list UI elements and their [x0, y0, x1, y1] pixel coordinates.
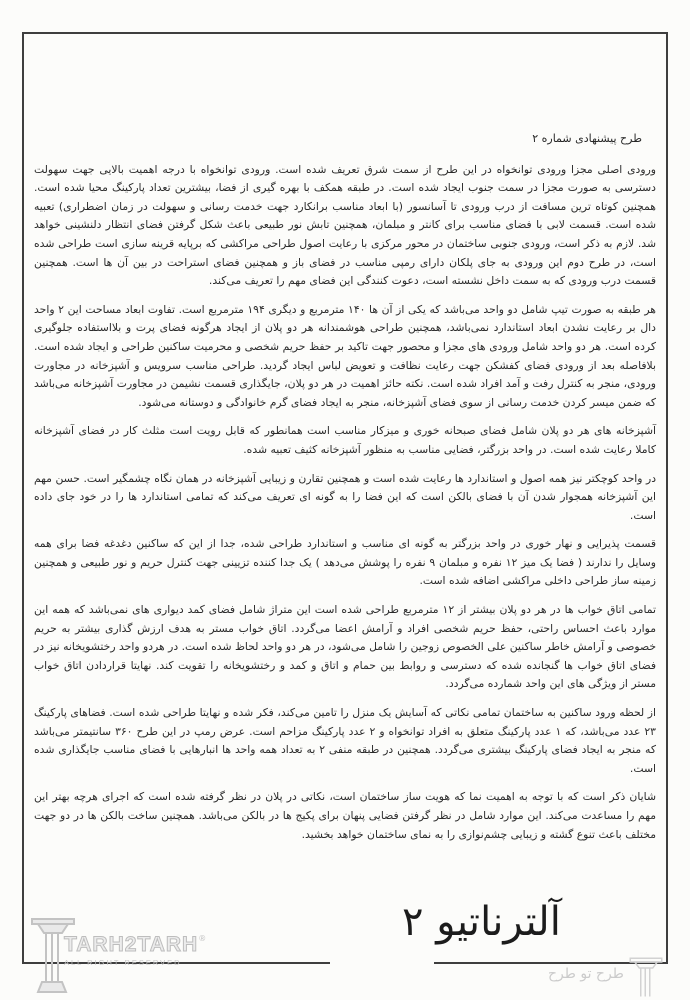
- watermark: [548, 956, 664, 998]
- body-paragraph: آشپزخانه های هر دو پلان شامل فضای صبحانه خوری و میزکار مناسب است همانطور که قابل رویت است مثلث کار در فضای آشپزخانه کاملا رعایت شده است. در واحد بزرگتر، فضایی مناسب به منظور آشپزخانه کثیف تعبیه شده.: [34, 424, 656, 456]
- body-paragraph: هر طبقه به صورت تیپ شامل دو واحد می‌باشد که یکی از آن ها ۱۴۰ مترمربع و دیگری ۱۹۴ مترمربع است. تفاوت ابعاد مساحت این ۲ واحد دال بر رعایت نشدن ابعاد استاندارد نمی‌باشد، همچنین طراحی هوشمندانه هر دو پلان از ایجاد هرگونه فضای پرت و بلااستفاده جلوگیری کرده است. هر دو واحد شامل ورودی های مجزا و محصور جهت تاکید بر حفظ حریم شخصی و محرمیت ساکنین طراحی و ایجاد شده است. بلافاصله بعد از ورودی فضای کفشکن جهت رعایت نظافت و تعویض لباس ایجاد گردید. طراحی مناسب سرویس و آشپزخانه در مجاورت ورودی، منجر به کنترل رفت و آمد افراد شده است. نکته حائز اهمیت در هر دو پلان، جایگذاری قسمت نشیمن در مجاورت آشپزخانه می‌باشد که ضمن میسر کردن خدمت رسانی از سوی فضای آشپزخانه، منجر به ایجاد فضای گرم خانوادگی و دوستانه می‌شود.: [34, 302, 656, 409]
- tarh2tarh-logo: [30, 916, 206, 996]
- watermark-column-icon: [628, 956, 664, 998]
- body-paragraph: ورودی اصلی مجزا ورودی توانخواه در این طرح از سمت شرق تعریف شده است. ورودی توانخواه با درجه اهمیت بالایی جهت سهولت دسترسی به صورت مجزا در سمت جنوب ایجاد شده است. در طبقه همکف با بهره گیری از فضا، بیشترین تعداد پارکینگ محیا شده است. همچنین کوتاه ترین مسافت از درب ورودی تا آسانسور (با ابعاد مناسب برانکارد جهت خدمت رسانی و سهولت در زمان اضطراری) تعبیه شده است. قسمت لابی با فضای مناسب برای کانتر و مبلمان، همچنین تابش نور طبیعی باعث شکل گرفتن فضای انتظار دلنشینی خواهد شد. لازم به ذکر است، ورودی جنوبی ساختمان در محور مرکزی با رعایت اصول طراحی مراکشی که برپایه قرینه سازی است طراحی شده است، در طرح دوم این ورودی به جای پلکان دارای رمپی مناسب در فضای باز و همچنین فضای استراحت در بین آن ها است. همچنین قسمت درب ورودی که به سمت داخل نشسته است، دعوت کنندگی این فضای مهم را تعریف می‌کند.: [34, 162, 656, 288]
- alternative-caption: آلترناتیو ۲: [402, 899, 561, 945]
- body-paragraph: از لحظه ورود ساکنین به ساختمان تمامی نکاتی که آسایش یک منزل را تامین می‌کند، فکر شده و نهایتا طراحی شده است. فضاهای پارکینگ ۲۳ عدد می‌باشد، که ۱ عدد پارکینگ متعلق به افراد توانخواه و ۲ عدد پارکینگ مزاحم است. عرض رمپ در این طرح ۳۶۰ سانتیمتر می‌باشد که منجر به ایجاد فضای پارکینگ بیشتری می‌گردد. همچنین در طبقه منفی ۲ به تعداد همه واحد ها انبارهایی با فضای مناسب جایگذاری شده است.: [34, 706, 656, 775]
- registered-mark-icon: ®: [198, 934, 207, 943]
- logo-tagline: ALL RIGHT RESERVED: [64, 958, 182, 967]
- body-paragraph: در واحد کوچکتر نیز همه اصول و استاندارد ها رعایت شده است و همچنین تقارن و زیبایی آشپزخانه در همان نگاه چشمگیر است. حسن مهم این آشپزخانه همجوار شدن آن با فضای بالکن است که این فضا را به گونه ای تعریف می‌کند که تمامی استاندارد ها را در خود جای داده است.: [34, 471, 656, 522]
- logo-text-block: [64, 934, 206, 967]
- body-paragraph: تمامی اتاق خواب ها در هر دو پلان بیشتر از ۱۲ مترمربع طراحی شده است این متراژ شامل فضای کمد دیواری های نمی‌باشد که همه این موارد باعث احساس راحتی، حفظ حریم شخصی افراد و آرامش اعضا می‌گردد. اتاق خواب مستر به هدف ارزش گذاری بیشتر به حریم خصوصی و آرامش خاطر ساکنین علی الخصوص زوجین را شامل می‌شود، در هر دو واحد لحاظ شده است. در هردو واحد رختشویخانه نیز در فضای اتاق خواب ها گنجانده شده که دسترسی و روابط بین حمام و اتاق و کمد و رختشویخانه را تقویت کند. نهایتا قراردادن اتاق خواب مستر از ویژگی های این واحد شمارده می‌گردد.: [34, 603, 656, 691]
- document-title: طرح پیشنهادی شماره ۲: [532, 132, 642, 145]
- body-paragraph: شایان ذکر است که با توجه به اهمیت نما که هویت ساز ساختمان است، نکاتی در پلان در نظر گرفته شده است که اجرای هرچه بهتر این مهم را مساعدت می‌کند. این موارد شامل در نظر گرفتن فضایی پنهان برای پکیج ها در بالکن می‌باشد. همچنین ساخت بالکن ها در دو جهت مختلف باعث تنوع گشته و زیبایی چشم‌نوازی را به نمای ساختمان خواهد بخشید.: [34, 790, 656, 841]
- body-paragraph: قسمت پذیرایی و نهار خوری در واحد بزرگتر به گونه ای مناسب و استاندارد طراحی شده، جدا از این که ساکنین دغدغه فضا برای همه وسایل را ندارند ( فضا یک میز ۱۲ نفره و مبلمان ۹ نفره را پوشش می‌دهد ) یک جدا کننده تزیینی جهت کنترل حریم و نور طبیعی و همچنین زمینه ساز طراحی داخلی مراکشی اضافه شده است.: [34, 537, 656, 588]
- page-border-left: [22, 32, 24, 964]
- watermark-text: طرح تو طرح: [548, 966, 624, 982]
- page-border-right: [666, 32, 668, 964]
- document-content: [34, 130, 656, 854]
- page-border-top: [22, 32, 668, 34]
- logo-brand-text: TARH2TARH: [64, 933, 199, 956]
